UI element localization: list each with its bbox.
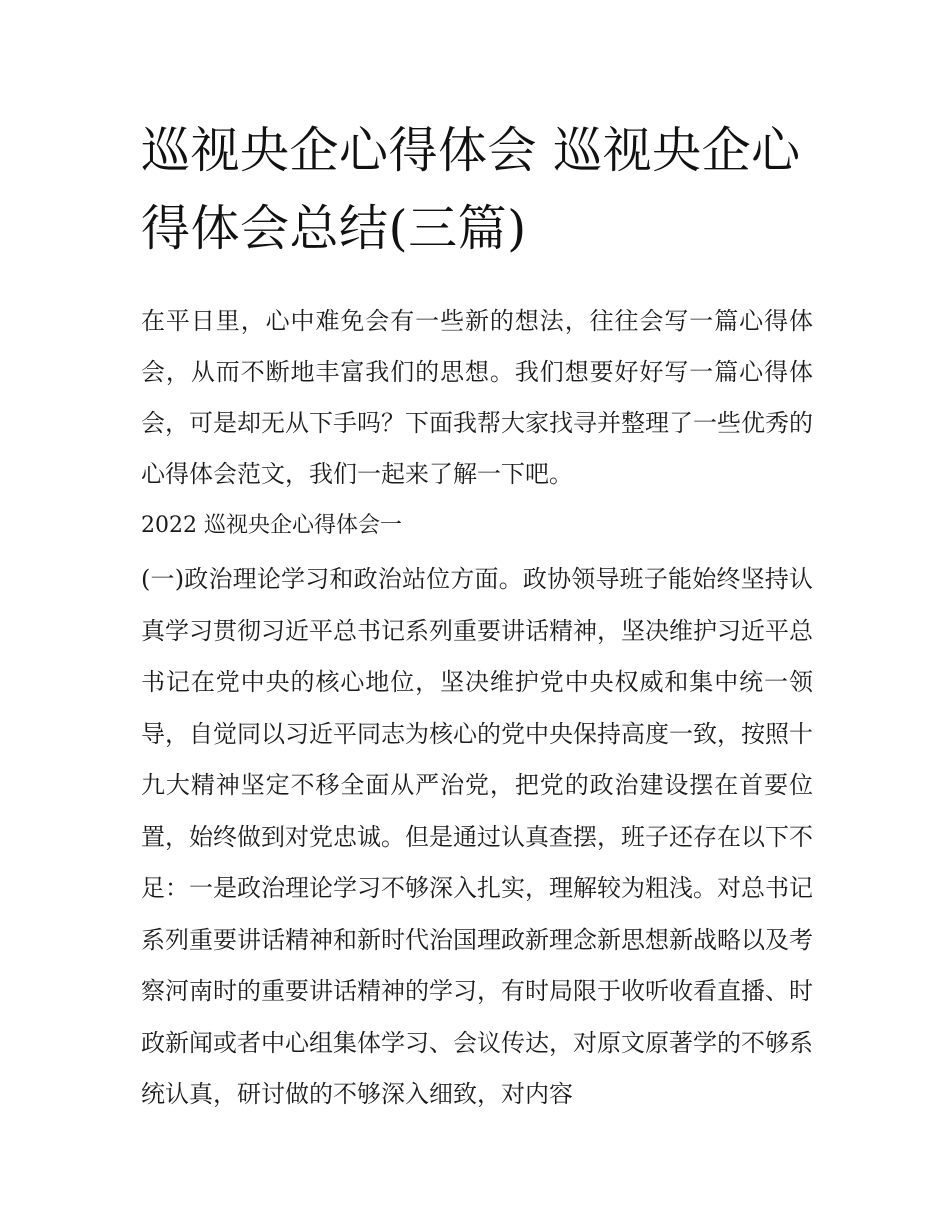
body-paragraph: (一)政治理论学习和政治站位方面。政协领导班子能始终坚持认真学习贯彻习近平总书记系列重要讲话精神，坚决维护习近平总书记在党中央的核心地位，坚决维护党中央权威和集中统一领导，自觉同以习近平同志为核心的党中央保持高度一致，按照十九大精神坚定不移全面从严治党，把党的政治建设摆在首要位置，始终做到对党忠诚。但是通过认真查摆，班子还存在以下不足：一是政治理论学习不够深入扎实，理解较为粗浅。对总书记系列重要讲话精神和新时代治国理政新理念新思想新战略以及考察河南时的重要讲话精神的学习，有时局限于收听收看直播、时政新闻或者中心组集体学习、会议传达，对原文原著学的不够系统认真，研讨做的不够深入细致，对内容 xyxy=(141,565,813,1108)
document-page xyxy=(141,112,813,1121)
document-title: 巡视央企心得体会 巡视央企心得体会总结(三篇) xyxy=(141,122,801,257)
intro-paragraph: 在平日里，心中难免会有一些新的想法，往往会写一篇心得体会，从而不断地丰富我们的思想。我们想要好好写一篇心得体会，可是却无从下手吗？下面我帮大家找寻并整理了一些优秀的心得体会范文，我们一起来了解一下吧。 xyxy=(141,307,813,488)
section-heading: 2022 巡视央企心得体会一 xyxy=(141,513,402,538)
